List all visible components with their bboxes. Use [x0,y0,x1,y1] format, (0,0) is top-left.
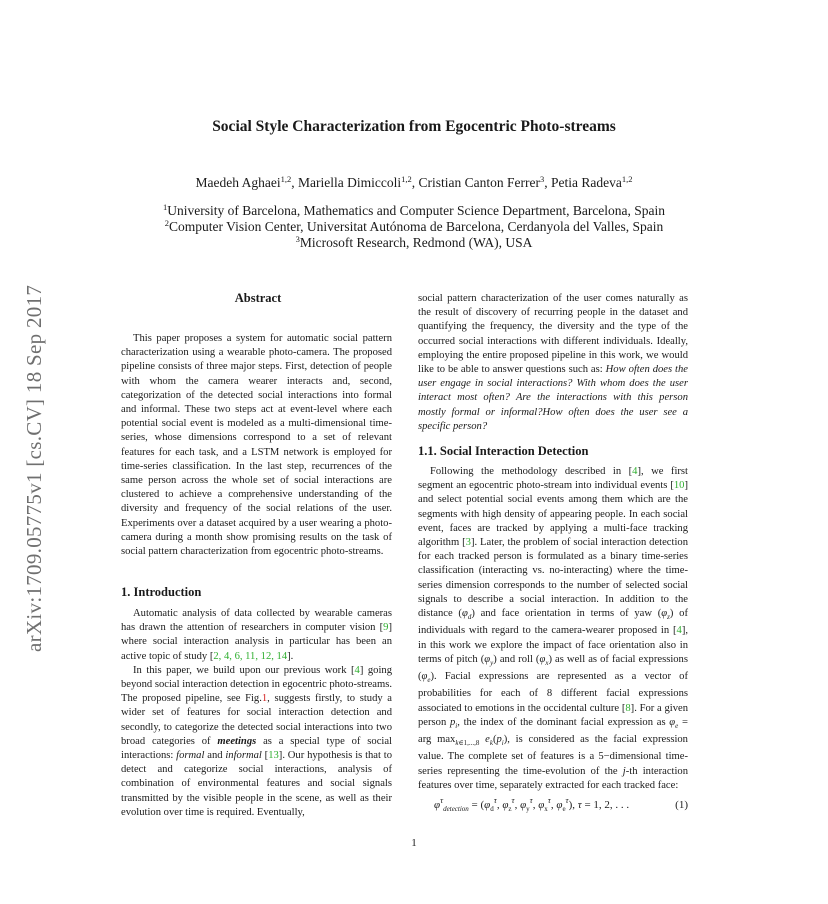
affiliation-2: $^2$Computer Vision Center, Universitat Autónoma de Barcelona, Cerdanyola del Valles, Spain [164,218,664,234]
paper-title: Social Style Characterization from Egocentric Photo-streams [212,118,616,135]
arxiv-stamp-text: arXiv:1709.05775v1 [cs.CV] 18 Sep 2017 [22,284,46,652]
right-column-paragraph: social pattern characterization of the user comes naturally as the result of discovery of recurring people in the dataset and quantifying the frequency, the diversity and the type of the occurred social interactions with different individuals. Ideally, employing the entire proposed pipeline in this work, we would like to be able to answer questions such as: How often does the user engage in social interactions? With whom does the user interact most often? Are the interactions with this person mostly formal or informal?How often does the user see a specific person? [418,293,688,432]
equation-number: (1) [675,799,688,811]
citation-link[interactable]: 9 [383,622,389,634]
citation-link[interactable]: 13 [268,750,279,762]
equation-body: $\varphi^\tau_{detection} = (\varphi_d^\tau$, $\varphi_z^\tau$, $\varphi_y^\tau$, $\varphi_x^\tau$, $\varphi_e^\tau$), τ = 1, 2, . . . [434,795,630,814]
figure-link[interactable]: 1 [261,693,268,705]
arxiv-stamp [12,240,52,660]
author-name: Petia Radeva [550,175,622,190]
abstract-paragraph: This paper proposes a system for automatic social pattern characterization using a wearable photo-camera. The proposed pipeline consists of three major steps. First, detection of people with whom the camera wearer interacts and, second, categorization of the detected social interactions into formal and informal. These two steps act at event-level where each potential social event is modeled as a multi-dimensional time-series, whose dimensions correspond to a set of relevant features for each task, and a LSTM network is employed for time-series classification. In the last step, recurrences of the same person across the whole set of social interactions are clustered to achieve a comprehensive understanding of the diversity and frequency of the social relations of the user. Experiments over a dataset acquired by a user wearing a photo-camera during a month show promising results on the task of social pattern characterization from egocentric photo-streams. [121,333,392,558]
equation-1 [418,795,688,814]
social-interaction-body: Following the methodology described in [4], we first segment an egocentric photo-stream into individual events [10] and select potential social events among them which are the segments with high density of appearing people. In each social event, faces are tracked by applying a multi-face tracking algorithm [3]. Later, the problem of social interaction detection for each tracked person is formulated as a binary time-series classification (interacting vs. no-interacting) where the time-series dimension corresponds to the number of selected social signals to describe a social interaction. In addition to the distance $(\varphi_d)$ and face orientation in terms of yaw $(\varphi_z)$ of individuals with regard to the camera-wearer proposed in [4], in this work we explore the impact of face orientation also in terms of pitch $(\varphi_y)$ and roll $(\varphi_x)$ as well as of facial expressions $(\varphi_e)$. Facial expressions are represented as a vector of probabilities for each of 8 different facial expressions associated to emotions in the occidental culture [8]. For a given person $p_i$, the index of the dominant facial expression as $\varphi_e$ = arg $\max_{k\in 1,...,8} e_k(p_i)$, is considered as the facial expression value. The complete set of features is a 5−dimensional time-series representing the time-evolution of the j-th interaction features over time, separately extracted for each tracked face: [418,466,689,791]
citation-link[interactable]: 10 [673,480,685,492]
intro-paragraph-2: In this paper, we build upon our previous work [4] going beyond social interaction detection in egocentric photo-streams. The proposed pipeline, see Fig.1, suggests firstly, to study a wider set of features for social interaction detection and secondly, to categorize the detected social interactions into two broad categories of meetings as a special type of social interactions: formal and informal [13]. Our hypothesis is that to detect and categorize social interactions, analysis of combination of environmental features and social signals transmitted by the visible people in the scene, as well as their evolution over time is required. Eventually, [121,664,392,818]
introduction-heading: 1. Introduction [121,585,202,599]
citation-link[interactable]: 4 [354,664,360,676]
author-name: Cristian Canton Ferrer [418,175,540,190]
author-name: Maedeh Aghaei [195,175,281,190]
citation-link[interactable]: 4 [632,466,638,477]
citation-link[interactable]: 4 [676,625,682,637]
citation-link[interactable]: 8 [625,702,631,714]
abstract-body [121,332,392,559]
research-questions: How often does the user engage in social interactions? With whom does the user interact most often? Are the interactions with this person mostly formal or informal?How often does the user see a specific person? [418,364,688,432]
abstract-heading: Abstract [234,291,282,305]
citation-link[interactable]: 3 [465,537,471,549]
affiliation-3: $^3$Microsoft Research, Redmond (WA), USA [295,234,533,250]
page-number: 1 [411,837,417,849]
citation-link[interactable]: 2, 4, 6, 11, 12, 14 [213,650,288,662]
intro-paragraph-1: Automatic analysis of data collected by wearable cameras has drawn the attention of researchers in computer vision [9] where social interaction analysis in particular has been an active topic of study [2, 4, 6, 11, 12, 14]. [121,608,392,662]
section-heading: 1.1. Social Interaction Detection [418,444,589,458]
author-name: Mariella Dimiccoli [298,175,402,190]
introduction-body [121,607,392,820]
affiliation-1: $^1$University of Barcelona, Mathematics and Computer Science Department, Barcelona, Spain [162,202,666,218]
author-list: Maedeh Aghaei$^{1,2}$, Mariella Dimiccoli$^{1,2}$, Cristian Canton Ferrer$^3$, Petia Radeva$^{1,2}$ [195,174,633,190]
